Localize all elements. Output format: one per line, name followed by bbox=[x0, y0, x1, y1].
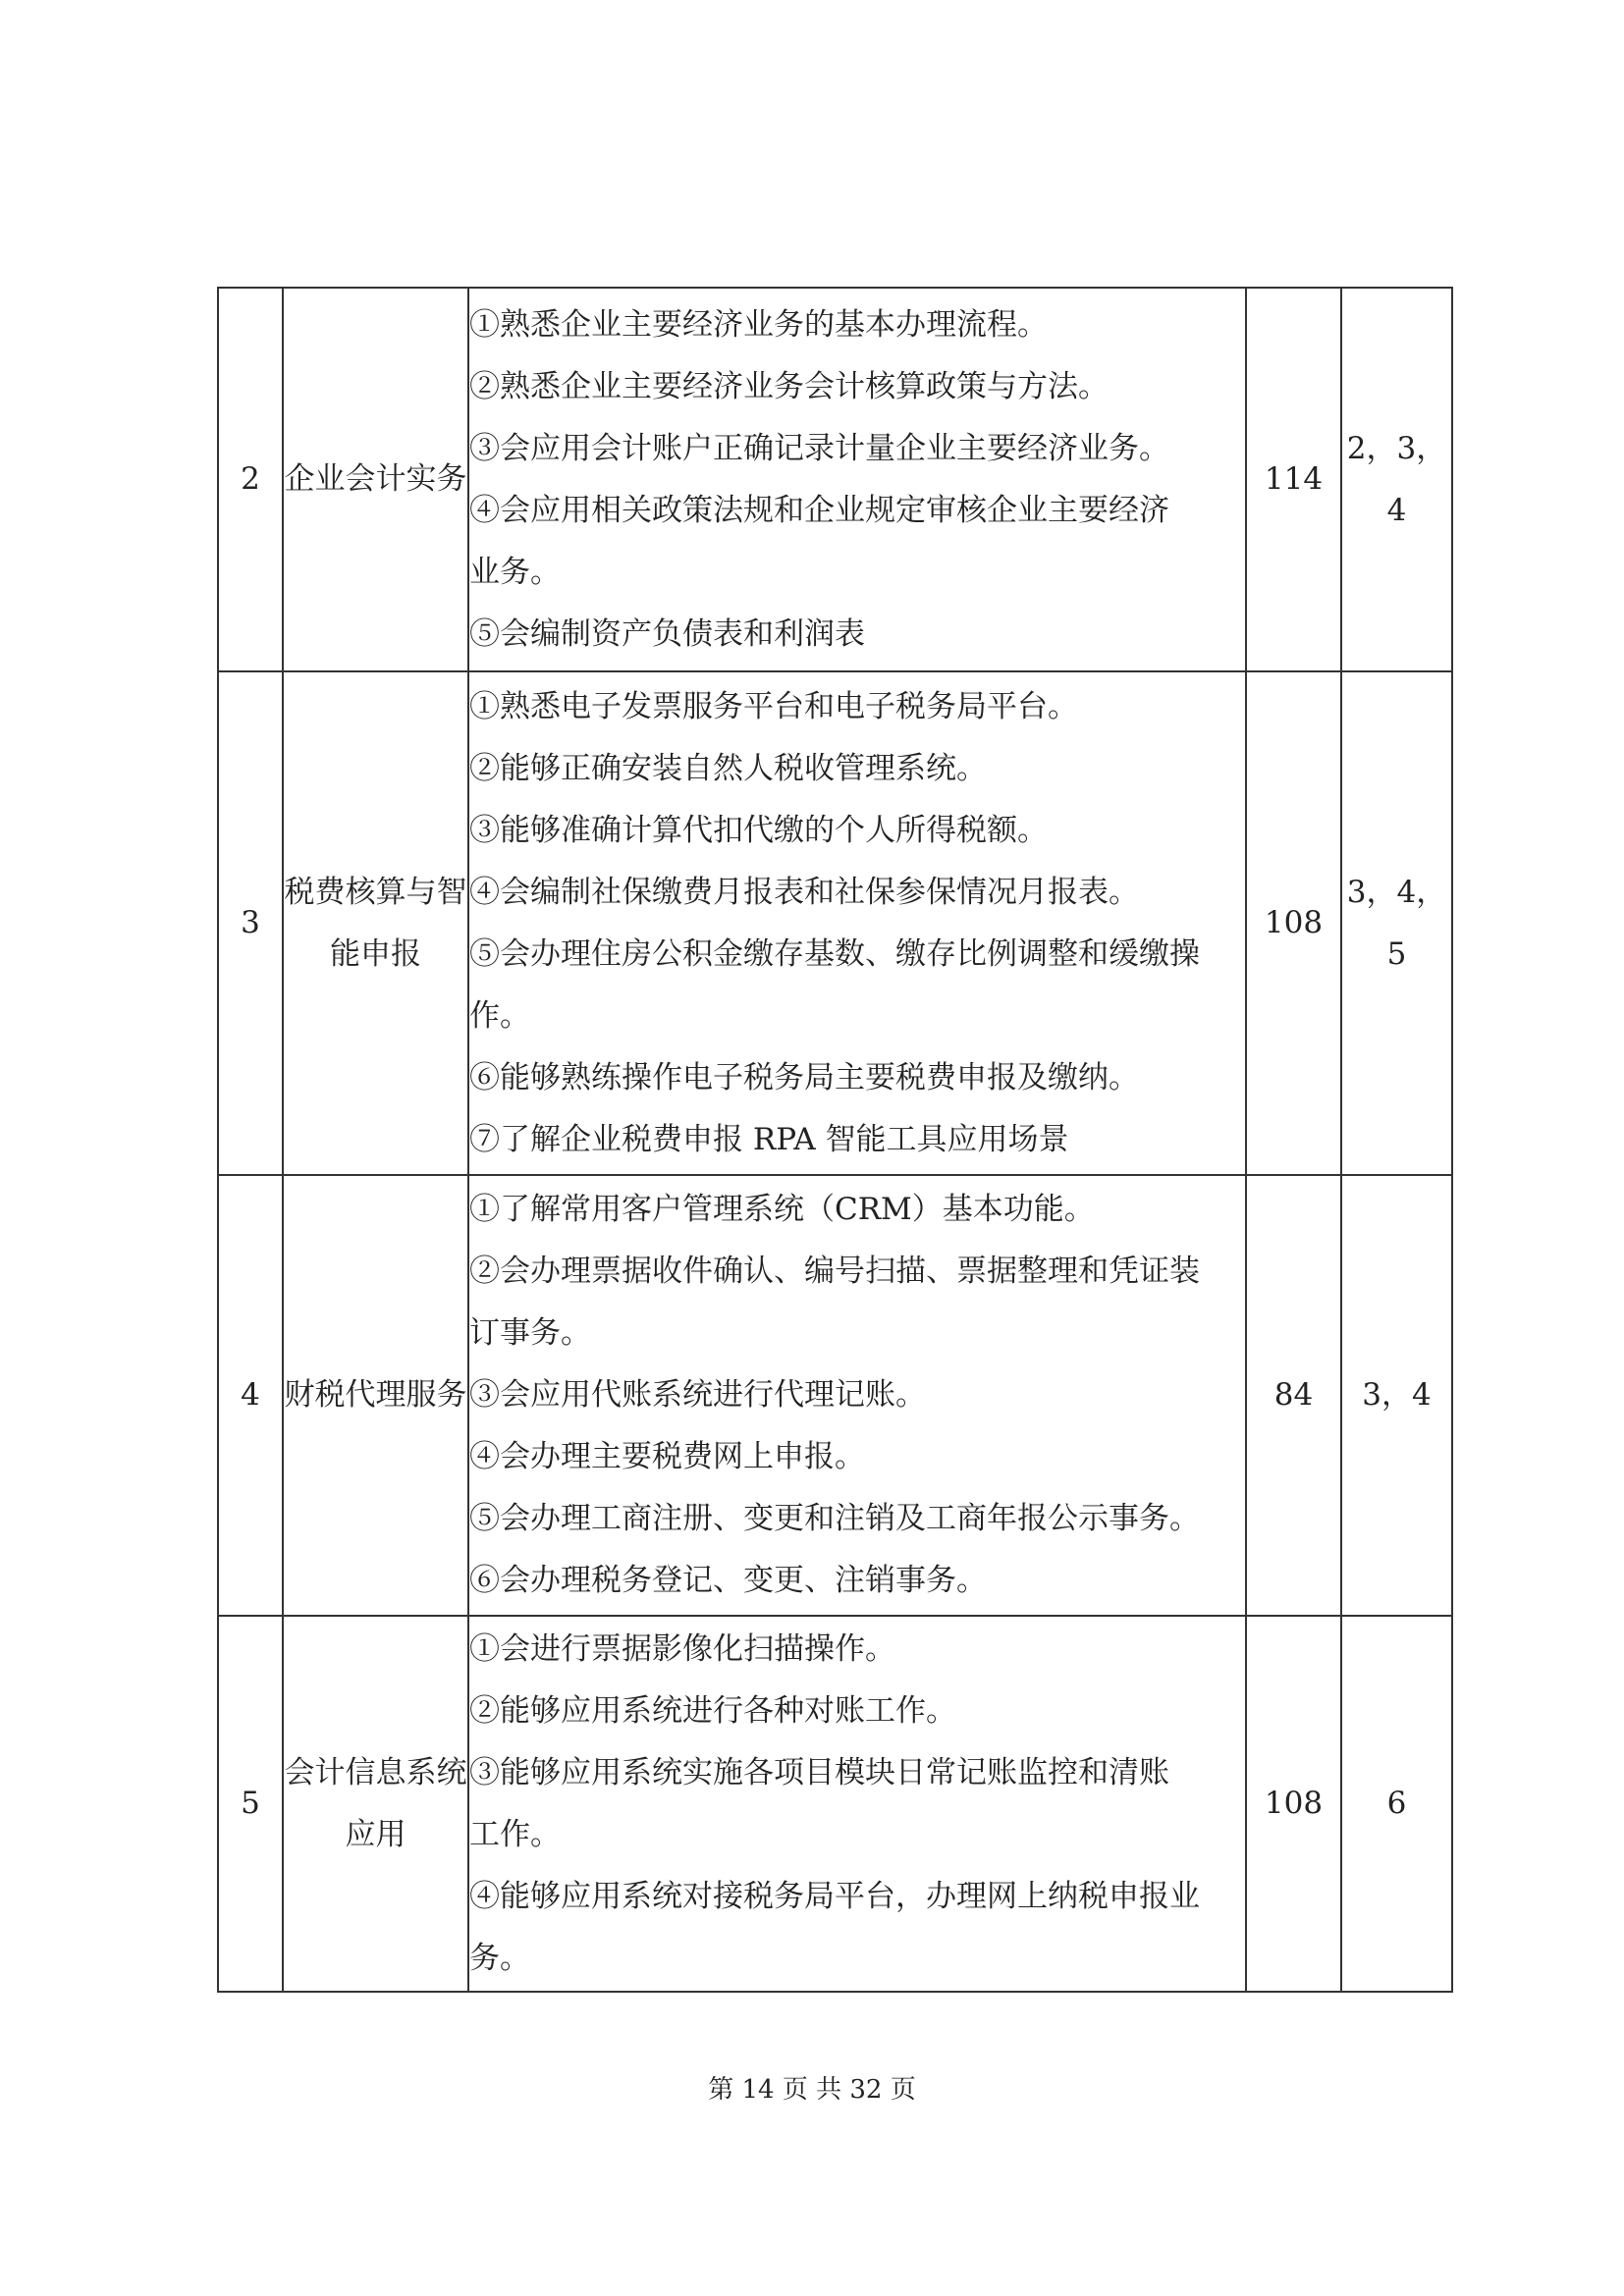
table-row bbox=[218, 288, 1452, 671]
content-line: ①熟悉电子发票服务平台和电子税务局平台。 bbox=[469, 688, 1078, 724]
row-number: 3 bbox=[218, 671, 283, 1175]
content-line: ④会办理主要税费网上申报。 bbox=[469, 1439, 865, 1474]
content-line: ②会办理票据收件确认、编号扫描、票据整理和凭证装 bbox=[469, 1254, 1200, 1289]
course-content bbox=[468, 671, 1246, 1175]
row-number: 4 bbox=[218, 1175, 283, 1616]
course-table bbox=[217, 287, 1453, 1993]
course-name: 财税代理服务 bbox=[283, 1175, 468, 1616]
content-line: ⑥能够熟练操作电子税务局主要税费申报及缴纳。 bbox=[469, 1059, 1139, 1095]
content-line: ⑥会办理税务登记、变更、注销事务。 bbox=[469, 1563, 987, 1598]
course-hours: 84 bbox=[1246, 1175, 1341, 1616]
course-name: 税费核算与智能申报 bbox=[283, 671, 468, 1175]
course-name: 会计信息系统应用 bbox=[283, 1616, 468, 1992]
course-content bbox=[468, 1175, 1246, 1616]
content-line: 工作。 bbox=[469, 1816, 561, 1852]
content-line: ②熟悉企业主要经济业务会计核算政策与方法。 bbox=[469, 368, 1109, 404]
page-footer: 第 14 页 共 32 页 bbox=[708, 2075, 916, 2105]
course-hours: 114 bbox=[1246, 288, 1341, 671]
content-line: 作。 bbox=[469, 997, 530, 1034]
content-line: ④会编制社保缴费月报表和社保参保情况月报表。 bbox=[469, 874, 1139, 910]
row-number: 2 bbox=[218, 288, 283, 671]
course-semester: 6 bbox=[1341, 1616, 1452, 1992]
content-line: 务。 bbox=[469, 1940, 530, 1976]
content-line: ③能够应用系统实施各项目模块日常记账监控和清账 bbox=[469, 1754, 1169, 1790]
course-content bbox=[468, 1616, 1246, 1992]
content-line: ①会进行票据影像化扫描操作。 bbox=[469, 1630, 895, 1667]
course-hours: 108 bbox=[1246, 671, 1341, 1175]
content-line: ④能够应用系统对接税务局平台，办理网上纳税申报业 bbox=[469, 1878, 1200, 1914]
content-line: ⑤会编制资产负债表和利润表 bbox=[469, 615, 865, 652]
table-row bbox=[218, 1616, 1452, 1992]
content-line: ⑤会办理住房公积金缴存基数、缴存比例调整和缓缴操 bbox=[469, 935, 1200, 972]
course-semester: 3，4 bbox=[1341, 1175, 1452, 1616]
content-line: ②能够正确安装自然人税收管理系统。 bbox=[469, 750, 987, 786]
content-line: ①了解常用客户管理系统（CRM）基本功能。 bbox=[469, 1192, 1095, 1227]
course-name: 企业会计实务 bbox=[283, 288, 468, 671]
content-line: 订事务。 bbox=[469, 1315, 591, 1351]
content-line: ③能够准确计算代扣代缴的个人所得税额。 bbox=[469, 812, 1048, 848]
content-line: ④会应用相关政策法规和企业规定审核企业主要经济 bbox=[469, 492, 1169, 528]
course-content bbox=[468, 288, 1246, 671]
table-row bbox=[218, 671, 1452, 1175]
content-line: ③会应用代账系统进行代理记账。 bbox=[469, 1377, 926, 1413]
content-line: 业务。 bbox=[469, 554, 561, 590]
content-line: ⑤会办理工商注册、变更和注销及工商年报公示事务。 bbox=[469, 1501, 1200, 1536]
content-line: ②能够应用系统进行各种对账工作。 bbox=[469, 1692, 956, 1729]
table-row bbox=[218, 1175, 1452, 1616]
course-hours: 108 bbox=[1246, 1616, 1341, 1992]
course-semester: 3，4，5 bbox=[1341, 671, 1452, 1175]
row-number: 5 bbox=[218, 1616, 283, 1992]
course-semester: 2，3，4 bbox=[1341, 288, 1452, 671]
content-line: ③会应用会计账户正确记录计量企业主要经济业务。 bbox=[469, 430, 1169, 466]
content-line: ①熟悉企业主要经济业务的基本办理流程。 bbox=[469, 306, 1048, 343]
content-line: ⑦了解企业税费申报 RPA 智能工具应用场景 bbox=[469, 1121, 1069, 1157]
